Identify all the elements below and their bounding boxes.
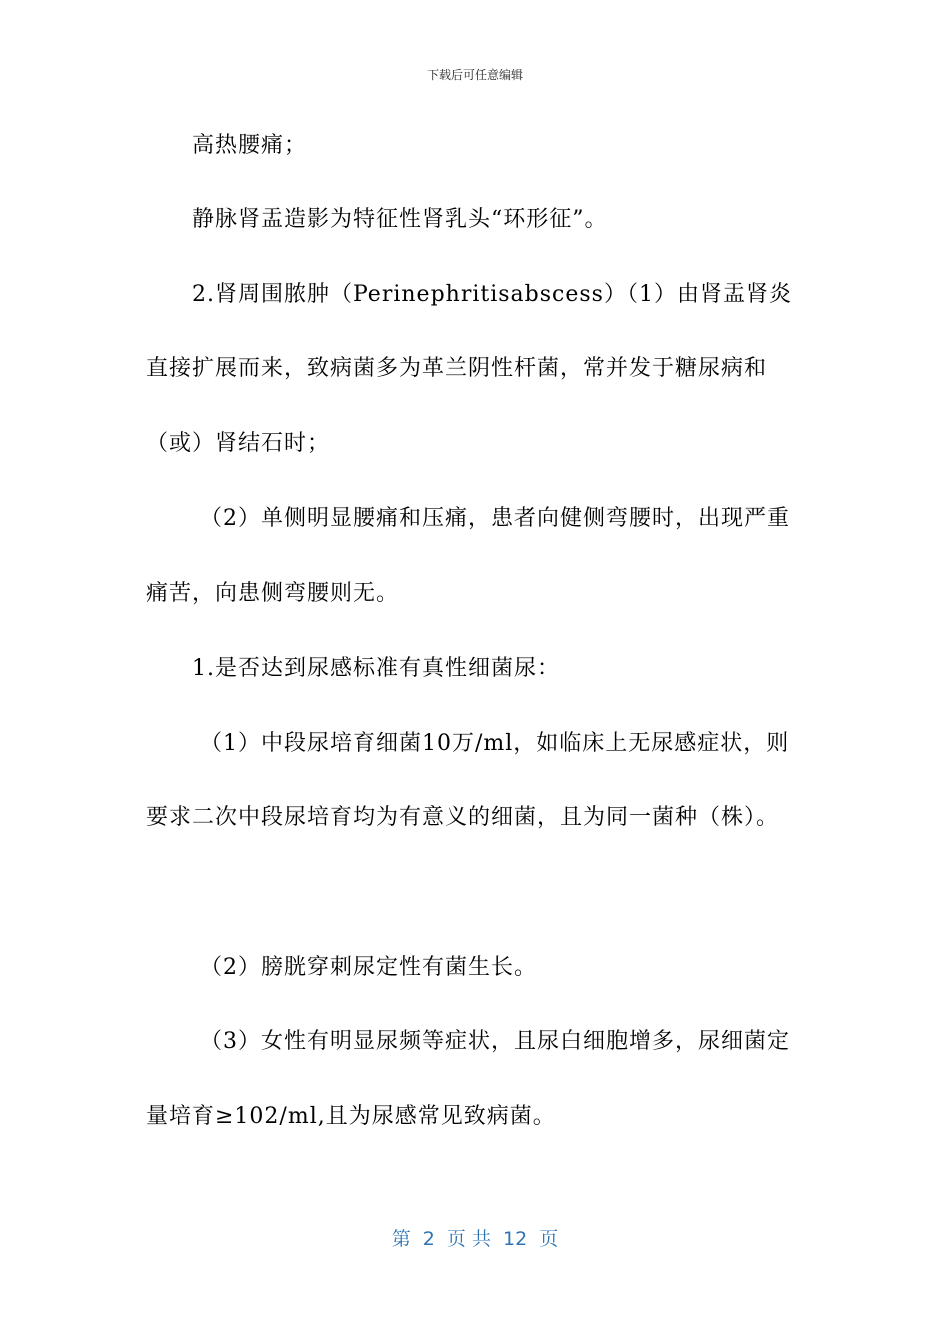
paragraph-line: 高热腰痛； xyxy=(192,133,308,158)
paragraph-line: 静脉肾盂造影为特征性肾乳头“环形征”。 xyxy=(192,207,608,232)
paragraph-line: 要求二次中段尿培育均为有意义的细菌，且为同一菌种（株）。 xyxy=(146,805,780,830)
paragraph-line: （或）肾结石时； xyxy=(146,431,331,456)
paragraph-line: 量培育≥102/ml,且为尿感常见致病菌。 xyxy=(146,1104,556,1129)
paragraph-line: （3）女性有明显尿频等症状，且尿白细胞增多，尿细菌定 xyxy=(200,1029,790,1054)
page-number-footer: 第 2 页 共 12 页 xyxy=(391,1228,559,1250)
paragraph-line: （2）单侧明显腰痛和压痛，患者向健侧弯腰时，出现严重 xyxy=(200,506,790,531)
paragraph-line: 1.是否达到尿感标准有真性细菌尿： xyxy=(192,656,560,681)
paragraph-line: 痛苦，向患侧弯腰则无。 xyxy=(146,581,400,606)
paragraph-line: 直接扩展而来，致病菌多为革兰阴性杆菌，常并发于糖尿病和 xyxy=(146,356,768,381)
paragraph-line: （2）膀胱穿刺尿定性有菌生长。 xyxy=(200,955,537,980)
header-note: 下载后可任意编辑 xyxy=(426,68,523,82)
paragraph-line: 2.肾周围脓肿（Perinephritisabscess）（1）由肾盂肾炎 xyxy=(192,282,792,307)
paragraph-line: （1）中段尿培育细菌10万/ml，如临床上无尿感症状，则 xyxy=(200,731,790,756)
